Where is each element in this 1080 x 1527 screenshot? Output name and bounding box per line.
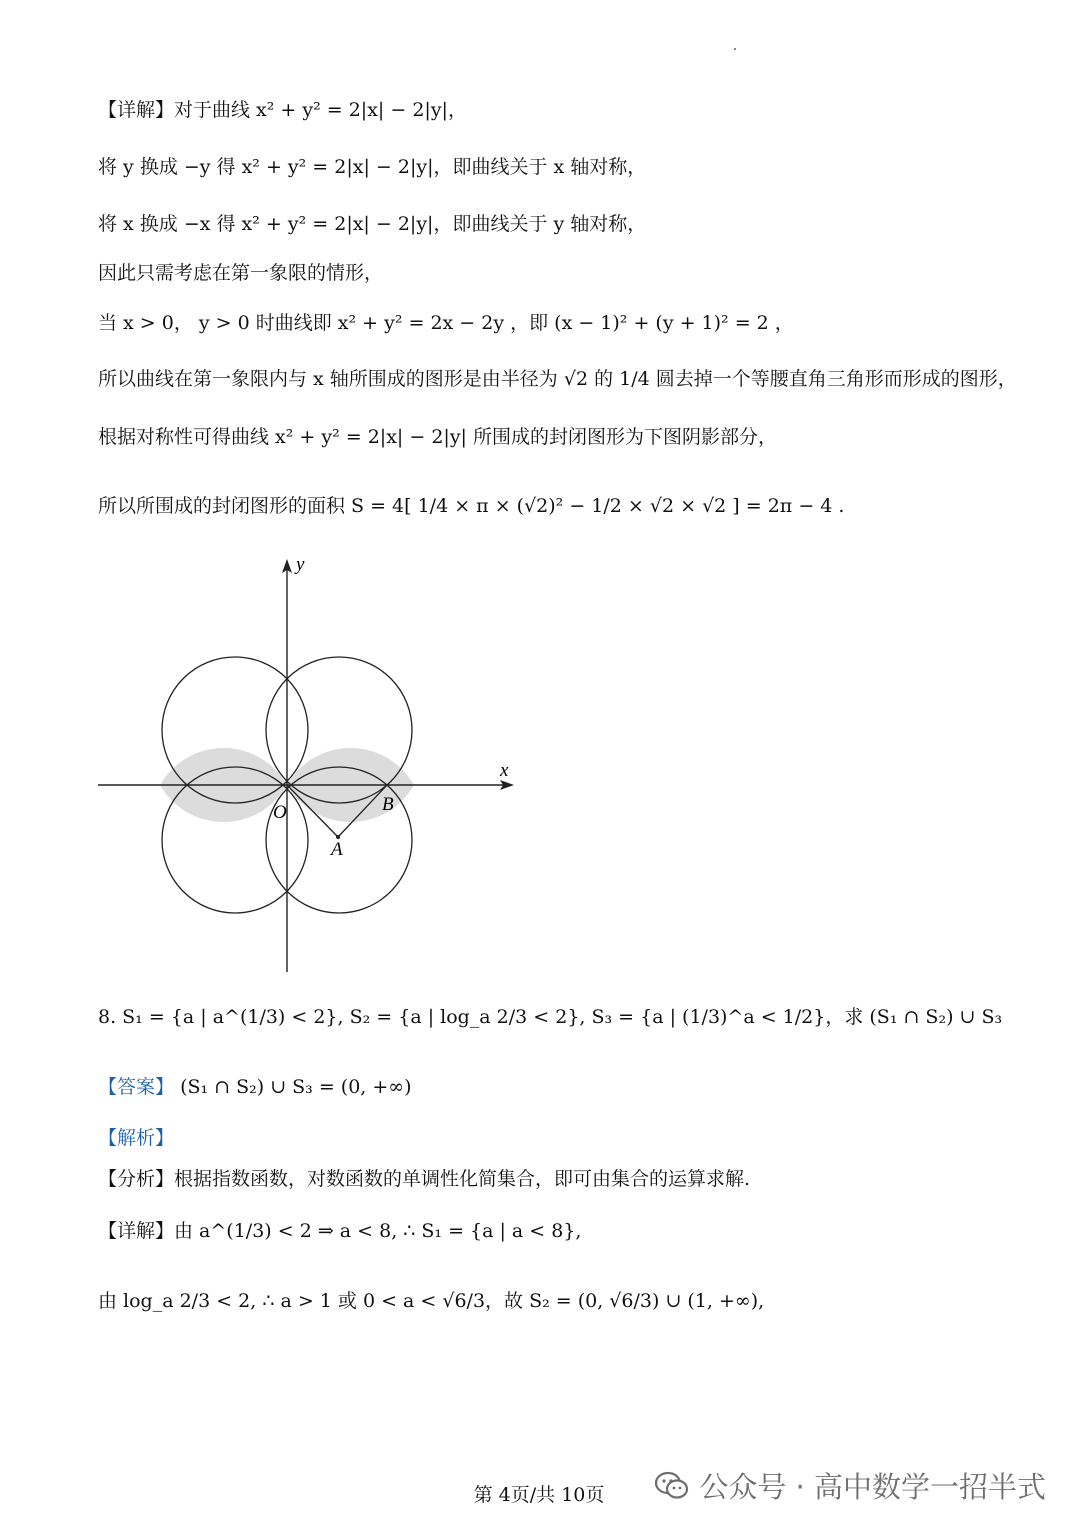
label-o: O	[273, 802, 287, 823]
text-line-1: 【详解】对于曲线 x² + y² = 2|x| − 2|y|，	[98, 99, 467, 121]
label-y: y	[296, 554, 305, 575]
problem-8: 8. S₁ = {a | a^(1/3) < 2}, S₂ = {a | log_a 2/3 < 2}, S₃ = {a | (1/3)^a < 1/2}，求 (S₁ ∩ S₂) ∪ S₃	[98, 1006, 1003, 1028]
page-number: 第 4页/共 10页	[473, 1484, 605, 1506]
text-line-2: 将 y 换成 −y 得 x² + y² = 2|x| − 2|y|，即曲线关于 x 轴对称，	[98, 156, 647, 178]
watermark	[655, 1465, 1046, 1506]
watermark-text: 公众号 · 高中数学一招半式	[699, 1470, 1046, 1504]
wechat-icon	[655, 1471, 689, 1501]
detail-line-2: 由 log_a 2/3 < 2, ∴ a > 1 或 0 < a < √6/3，故 S₂ = (0, √6/3) ∪ (1, +∞),	[98, 1290, 765, 1312]
text-line-4: 因此只需考虑在第一象限的情形，	[98, 262, 384, 284]
answer-text: (S₁ ∩ S₂) ∪ S₃ = (0, +∞)	[180, 1076, 412, 1098]
answer-tag: 【答案】	[98, 1076, 175, 1098]
text-line-6: 所以曲线在第一象限内与 x 轴所围成的图形是由半径为 √2 的 1/4 圆去掉一个等腰直角三角形而形成的图形，	[98, 368, 1017, 390]
analysis-line: 【分析】根据指数函数，对数函数的单调性化简集合，即可由集合的运算求解.	[98, 1168, 751, 1190]
label-x: x	[500, 760, 509, 781]
text-line-3: 将 x 换成 −x 得 x² + y² = 2|x| − 2|y|，即曲线关于 y 轴对称，	[98, 213, 647, 235]
analysis-tag: 【解析】	[98, 1127, 175, 1149]
label-a: A	[331, 839, 343, 860]
detail-line-1: 【详解】由 a^(1/3) < 2 ⇒ a < 8, ∴ S₁ = {a | a < 8},	[98, 1220, 582, 1242]
answer-row	[98, 1074, 412, 1100]
text-line-7: 根据对称性可得曲线 x² + y² = 2|x| − 2|y| 所围成的封闭图形为下图阴影部分，	[98, 426, 777, 448]
text-line-8: 所以所围成的封闭图形的面积 S = 4[ 1/4 × π × (√2)² − 1/2 × √2 × √2 ] = 2π − 4 .	[98, 495, 845, 517]
label-b: B	[382, 794, 394, 815]
text-line-5: 当 x > 0， y > 0 时曲线即 x² + y² = 2x − 2y ，即 (x − 1)² + (y + 1)² = 2 ，	[98, 312, 794, 334]
stray-dot	[734, 48, 736, 50]
circles-figure	[90, 550, 530, 980]
